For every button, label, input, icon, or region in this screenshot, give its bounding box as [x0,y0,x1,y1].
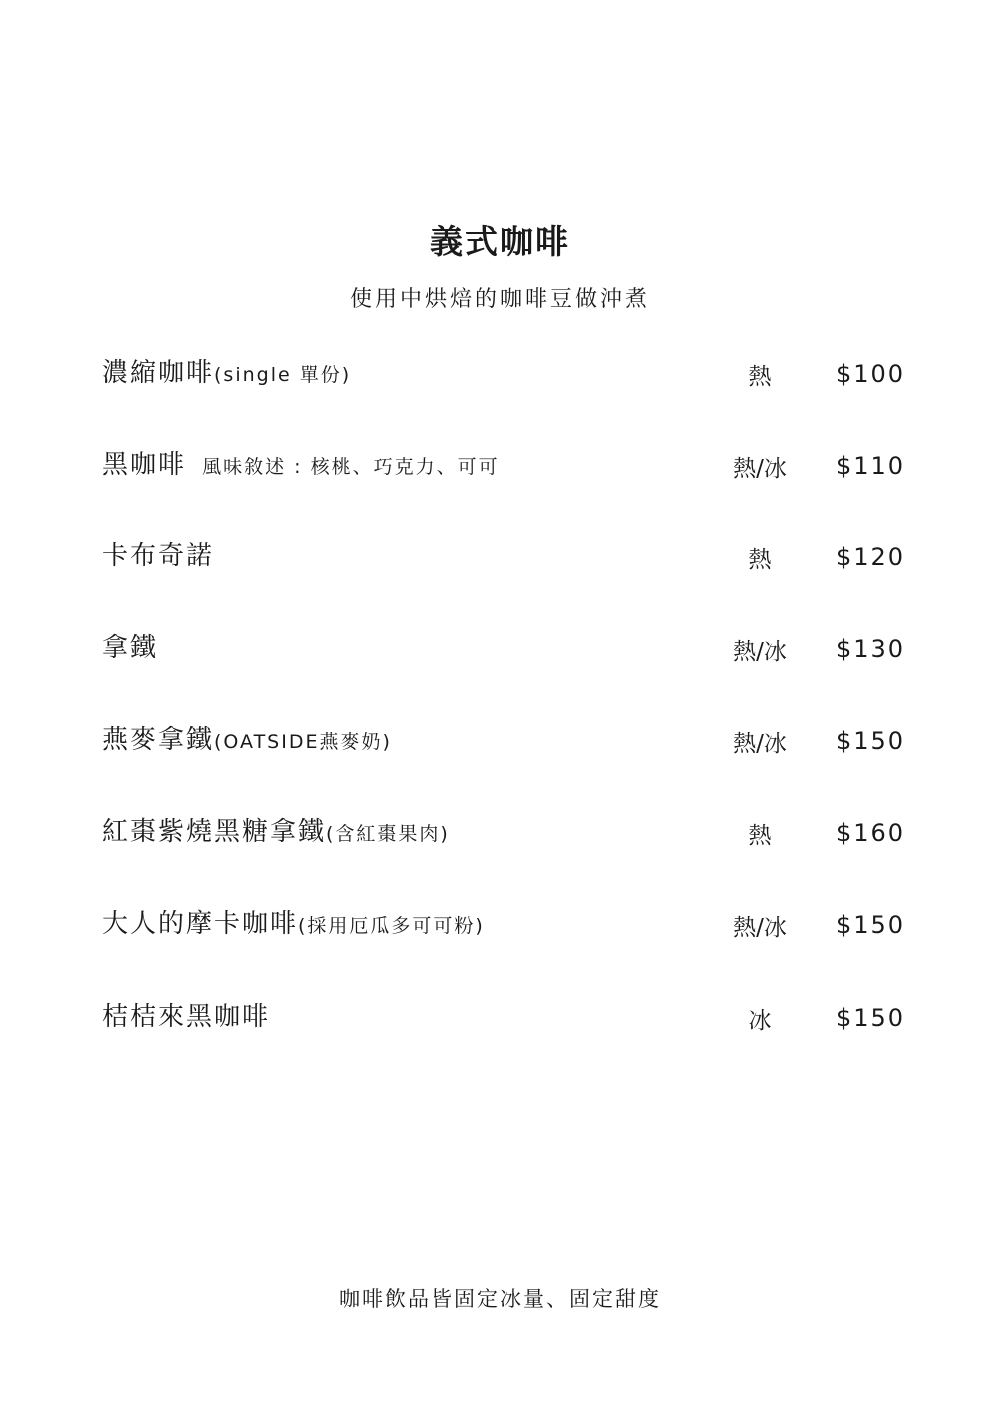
item-name: 大人的摩卡咖啡 [102,909,299,939]
item-name: 桔桔來黑咖啡 [102,1002,271,1032]
item-temperature: 熱/冰 [733,639,787,665]
menu-item [0,352,1000,402]
item-temperature: 熱/冰 [733,456,787,482]
item-temperature: 熱/冰 [733,731,787,757]
menu-item [0,535,1000,585]
item-price: $150 [836,911,906,939]
item-temperature: 冰 [748,1008,772,1034]
menu-item [0,627,1000,677]
item-name: 拿鐵 [102,633,159,663]
item-name: 紅棗紫燒黑糖拿鐵 [102,817,327,847]
menu-item [0,903,1000,953]
menu-item [0,444,1000,494]
item-price: $120 [836,543,906,571]
item-price: $160 [836,819,906,847]
item-temperature: 熱/冰 [733,915,787,941]
item-note: (採用厄瓜多可可粉) [298,915,485,937]
item-temperature: 熱 [748,547,772,573]
item-name: 燕麥拿鐵 [102,725,215,755]
item-name: 黑咖啡 [102,450,187,480]
menu-title: 義式咖啡 [430,222,570,261]
menu-item [0,996,1000,1046]
item-name: 卡布奇諾 [102,541,215,571]
item-price: $150 [836,727,906,755]
item-temperature: 熱 [748,823,772,849]
item-price: $150 [836,1004,906,1032]
menu-item [0,811,1000,861]
item-price: $130 [836,635,906,663]
item-price: $100 [836,360,906,388]
item-note: 風味敘述 : 核桃、巧克力、可可 [186,456,500,478]
item-note: (single 單份) [214,364,352,386]
item-name: 濃縮咖啡 [102,358,215,388]
item-temperature: 熱 [748,364,772,390]
item-price: $110 [836,452,906,480]
menu-footer-note: 咖啡飲品皆固定冰量、固定甜度 [339,1287,661,1311]
menu-subtitle: 使用中烘焙的咖啡豆做沖煮 [349,287,650,312]
item-note: (OATSIDE燕麥奶) [214,731,392,753]
item-note: (含紅棗果肉) [326,823,450,845]
menu-item [0,719,1000,769]
